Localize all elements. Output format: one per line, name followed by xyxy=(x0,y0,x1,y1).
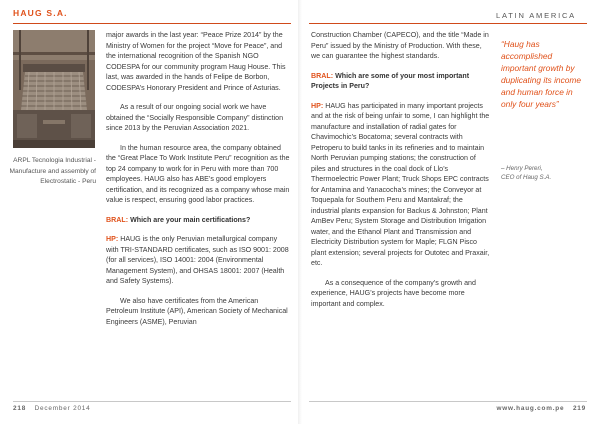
factory-illustration xyxy=(13,30,95,148)
footer-rule-left xyxy=(13,401,291,402)
website-link[interactable]: www.haug.com.pe xyxy=(496,405,565,412)
interviewer-tag: BRAL: xyxy=(311,71,334,80)
brand-title: HAUG S.A. xyxy=(13,8,68,18)
header-rule-right xyxy=(309,23,587,24)
issue-date: December 2014 xyxy=(34,405,91,412)
page-gutter xyxy=(298,0,302,424)
interviewer-tag: BRAL: xyxy=(106,215,129,224)
answer-text: HAUG is the only Peruvian metallurgical company with TRI-STANDARD certificates, such as ISO 9001: 2008 (for all services), ISO 14001: 2004 (Environmental Management System), and OHSAS 18001: 2007 (Health and Safety Systems). xyxy=(106,235,289,285)
header-rule-left xyxy=(13,23,291,24)
page-number-right: 219 xyxy=(572,405,586,412)
question-text: Which are some of your most important Projects in Peru? xyxy=(311,71,470,90)
paragraph: Construction Chamber (CAPECO), and the title “Made in Peru” issued by the Ministry of Production. With these, we can guarantee the highest standards. xyxy=(311,31,489,60)
left-article-column xyxy=(106,30,290,336)
interview-answer xyxy=(106,234,290,287)
paragraph: As a result of our ongoing social work we have obtained the “Socially Responsible Company” distinction since 2013 by the Peruvian Association 2021. xyxy=(106,103,284,132)
paragraph: As a consequence of the company’s growth and experience, HAUG’s projects have become more important and complex. xyxy=(311,278,476,308)
interview-question xyxy=(311,71,491,92)
photo-caption: ARPL Tecnologia Industrial - Manufacture and assembly of Electrostatic - Peru xyxy=(9,157,96,185)
interview-answer xyxy=(311,101,491,269)
pull-quote: “Haug has accomplished important growth by duplicating its income and human force in only four years” xyxy=(501,39,582,109)
paragraph: We also have certificates from the American Petroleum Institute (API), American Society of Mechanical Engineers (ASME), Peruvian xyxy=(106,296,288,326)
page-number-left: 218 xyxy=(13,405,27,412)
answer-text: HAUG has participated in many important projects and at the risk of being unfair to some, I can highlight the manufacture and installation of radial gates for Chavimochic’s Bocatoma; several contracts with Petroperu to build tanks in its refineries and to maintain North Peruvian pumping stations; the construction of piles and structures in the coal dock of Llo’s Thermoelectric Power Plant; Truck Shops EPC contracts for Antamina and Yanacocha’s mines; the Conveyor at Toquepala for Southern Peru and Mantakraf; the industrial plants expansion for Backus & Johnston; Plant AmBev Peru; System Storage and Distribution Irrigation water, and the Ethanol Plant and Transmission and Electricity Distribution system for Maple; FLGN Pisco plant extension; several projects for Outotec and Praxair, etc. xyxy=(311,101,490,267)
right-article-column xyxy=(311,30,491,318)
quote-author: – Henry Pereri, xyxy=(501,165,543,172)
section-title: LATIN AMERICA xyxy=(496,11,576,20)
pull-quote-attribution xyxy=(501,164,591,182)
interviewee-tag: HP: xyxy=(106,235,119,243)
factory-photo xyxy=(13,30,95,148)
paragraph: In the human resource area, the company obtained the “Great Place To Work Institute Peru” recognition as the top 24 company to work for in Peru with more than 700 employees. HAUG also has ABE’s good employers certification, and its recognized as a company whose main value is respect, ensuring good labor practices. xyxy=(106,143,290,204)
footer-right xyxy=(496,405,586,412)
interview-question xyxy=(106,215,290,226)
question-text: Which are your main certifications? xyxy=(130,215,251,224)
footer-rule-right xyxy=(309,401,587,402)
interviewee-tag: HP: xyxy=(311,101,324,110)
footer-left xyxy=(13,405,91,412)
paragraph: major awards in the last year: “Peace Prize 2014” by the Ministry of Women for the project “Move for Peace”, and the international recognition of the Spanish NGO CODESPA for our community program Haug House. This last, was awarded in the hands of Felipe de Borbon, CODESPA’s Honorary President and Prince of Asturias. xyxy=(106,31,286,92)
quote-role: CEO of Haug S.A. xyxy=(501,174,552,181)
